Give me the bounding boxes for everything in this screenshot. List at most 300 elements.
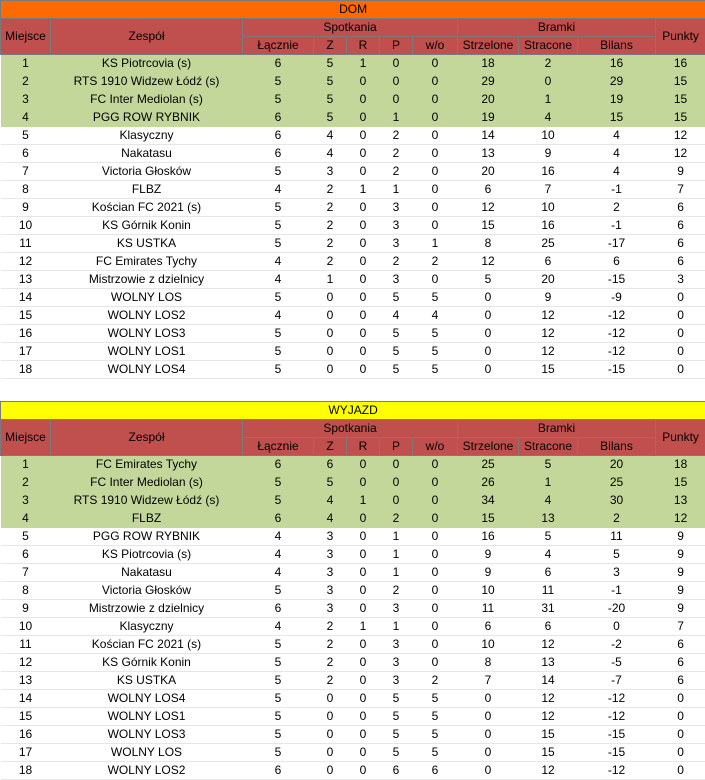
cell-goal-diff: 29 xyxy=(578,73,656,91)
cell-games: 5 xyxy=(243,289,314,307)
cell-goals-against: 10 xyxy=(519,127,578,145)
cell-points: 6 xyxy=(656,199,705,217)
cell-goals-against: 20 xyxy=(519,271,578,289)
cell-wins: 5 xyxy=(314,55,347,73)
cell-points: 9 xyxy=(656,163,705,181)
col-header-wo: w/o xyxy=(413,438,458,456)
cell-wins: 3 xyxy=(314,163,347,181)
cell-goals-against: 15 xyxy=(519,744,578,762)
cell-wins: 2 xyxy=(314,654,347,672)
cell-position: 17 xyxy=(1,343,51,361)
cell-wins: 0 xyxy=(314,325,347,343)
cell-goals-against: 15 xyxy=(519,726,578,744)
cell-draws: 0 xyxy=(347,235,380,253)
cell-goal-diff: -1 xyxy=(578,217,656,235)
cell-draws: 1 xyxy=(347,181,380,199)
cell-points: 0 xyxy=(656,307,705,325)
cell-goal-diff: 3 xyxy=(578,564,656,582)
col-header-r: R xyxy=(347,37,380,55)
cell-losses: 2 xyxy=(380,145,413,163)
cell-goal-diff: 19 xyxy=(578,91,656,109)
col-header-p: P xyxy=(380,37,413,55)
cell-goal-diff: 5 xyxy=(578,546,656,564)
cell-position: 3 xyxy=(1,492,51,510)
cell-team: KS USTKA xyxy=(51,672,243,690)
cell-games: 5 xyxy=(243,654,314,672)
cell-wins: 3 xyxy=(314,528,347,546)
cell-draws: 1 xyxy=(347,492,380,510)
cell-goal-diff: -12 xyxy=(578,690,656,708)
cell-goals-for: 20 xyxy=(458,163,519,181)
cell-goals-against: 13 xyxy=(519,510,578,528)
cell-draws: 0 xyxy=(347,672,380,690)
cell-goal-diff: -15 xyxy=(578,726,656,744)
cell-games: 6 xyxy=(243,762,314,780)
cell-team: WOLNY LOS1 xyxy=(51,343,243,361)
cell-draws: 0 xyxy=(347,654,380,672)
cell-points: 16 xyxy=(656,55,705,73)
cell-wins: 5 xyxy=(314,474,347,492)
cell-position: 13 xyxy=(1,672,51,690)
table-row xyxy=(1,546,705,564)
cell-walkovers: 0 xyxy=(413,510,458,528)
cell-goal-diff: 11 xyxy=(578,528,656,546)
cell-goals-for: 16 xyxy=(458,528,519,546)
cell-draws: 0 xyxy=(347,510,380,528)
cell-draws: 0 xyxy=(347,145,380,163)
cell-position: 12 xyxy=(1,654,51,672)
table-row xyxy=(1,253,705,271)
cell-position: 15 xyxy=(1,708,51,726)
cell-goals-for: 15 xyxy=(458,217,519,235)
cell-losses: 1 xyxy=(380,618,413,636)
cell-goals-against: 6 xyxy=(519,564,578,582)
cell-goal-diff: 16 xyxy=(578,55,656,73)
cell-goals-for: 0 xyxy=(458,726,519,744)
col-header-stracone: Stracone xyxy=(519,37,578,55)
cell-walkovers: 5 xyxy=(413,361,458,379)
cell-goal-diff: -7 xyxy=(578,672,656,690)
cell-wins: 5 xyxy=(314,73,347,91)
cell-losses: 6 xyxy=(380,762,413,780)
cell-goals-for: 26 xyxy=(458,474,519,492)
table-row xyxy=(1,199,705,217)
cell-position: 14 xyxy=(1,289,51,307)
cell-wins: 4 xyxy=(314,510,347,528)
table-row xyxy=(1,181,705,199)
cell-position: 8 xyxy=(1,181,51,199)
cell-team: Kościan FC 2021 (s) xyxy=(51,636,243,654)
cell-points: 7 xyxy=(656,181,705,199)
cell-position: 3 xyxy=(1,91,51,109)
table-row xyxy=(1,582,705,600)
cell-position: 7 xyxy=(1,163,51,181)
cell-position: 16 xyxy=(1,325,51,343)
table-row xyxy=(1,726,705,744)
dom-banner-title: DOM xyxy=(1,1,705,19)
cell-goals-for: 20 xyxy=(458,91,519,109)
cell-team: Victoria Głosków xyxy=(51,582,243,600)
table-row xyxy=(1,510,705,528)
cell-goals-against: 12 xyxy=(519,325,578,343)
cell-goals-against: 5 xyxy=(519,528,578,546)
cell-team: KS USTKA xyxy=(51,235,243,253)
cell-team: KS Piotrcovia (s) xyxy=(51,546,243,564)
cell-walkovers: 2 xyxy=(413,253,458,271)
col-header-bilans: Bilans xyxy=(578,438,656,456)
cell-goals-for: 10 xyxy=(458,636,519,654)
cell-games: 6 xyxy=(243,145,314,163)
cell-games: 6 xyxy=(243,510,314,528)
cell-games: 5 xyxy=(243,217,314,235)
cell-draws: 0 xyxy=(347,109,380,127)
cell-team: Mistrzowie z dzielnicy xyxy=(51,271,243,289)
cell-games: 4 xyxy=(243,307,314,325)
table-row xyxy=(1,325,705,343)
cell-goal-diff: 20 xyxy=(578,456,656,474)
cell-points: 0 xyxy=(656,343,705,361)
cell-wins: 2 xyxy=(314,253,347,271)
cell-wins: 0 xyxy=(314,726,347,744)
col-header-strzelone: Strzelone xyxy=(458,37,519,55)
col-header-zespol: Zespół xyxy=(51,19,243,55)
table-row xyxy=(1,762,705,780)
cell-losses: 0 xyxy=(380,474,413,492)
dom-header-row-1 xyxy=(1,19,705,37)
cell-games: 4 xyxy=(243,271,314,289)
cell-wins: 3 xyxy=(314,546,347,564)
cell-goals-for: 5 xyxy=(458,271,519,289)
cell-games: 6 xyxy=(243,600,314,618)
cell-team: WOLNY LOS4 xyxy=(51,690,243,708)
cell-points: 6 xyxy=(656,253,705,271)
cell-goals-for: 9 xyxy=(458,546,519,564)
cell-goal-diff: -17 xyxy=(578,235,656,253)
cell-games: 6 xyxy=(243,456,314,474)
cell-goals-against: 25 xyxy=(519,235,578,253)
cell-walkovers: 0 xyxy=(413,582,458,600)
cell-goals-for: 29 xyxy=(458,73,519,91)
table-row xyxy=(1,618,705,636)
cell-losses: 2 xyxy=(380,510,413,528)
table-row xyxy=(1,343,705,361)
cell-losses: 3 xyxy=(380,235,413,253)
cell-walkovers: 5 xyxy=(413,343,458,361)
cell-goals-against: 14 xyxy=(519,672,578,690)
cell-losses: 5 xyxy=(380,343,413,361)
cell-goal-diff: -15 xyxy=(578,271,656,289)
cell-position: 4 xyxy=(1,109,51,127)
cell-goals-for: 15 xyxy=(458,510,519,528)
cell-goals-for: 0 xyxy=(458,762,519,780)
cell-walkovers: 5 xyxy=(413,325,458,343)
table-row xyxy=(1,217,705,235)
cell-walkovers: 5 xyxy=(413,744,458,762)
cell-goals-against: 16 xyxy=(519,163,578,181)
cell-walkovers: 0 xyxy=(413,618,458,636)
cell-goals-for: 0 xyxy=(458,744,519,762)
cell-losses: 1 xyxy=(380,109,413,127)
cell-goal-diff: 30 xyxy=(578,492,656,510)
cell-losses: 3 xyxy=(380,654,413,672)
cell-walkovers: 0 xyxy=(413,474,458,492)
cell-goals-against: 7 xyxy=(519,181,578,199)
col-header-p: P xyxy=(380,438,413,456)
cell-goal-diff: -1 xyxy=(578,582,656,600)
col-header-z: Z xyxy=(314,37,347,55)
cell-walkovers: 0 xyxy=(413,127,458,145)
table-row xyxy=(1,361,705,379)
cell-wins: 2 xyxy=(314,181,347,199)
cell-points: 6 xyxy=(656,217,705,235)
cell-losses: 5 xyxy=(380,726,413,744)
cell-position: 6 xyxy=(1,145,51,163)
cell-wins: 0 xyxy=(314,289,347,307)
cell-draws: 0 xyxy=(347,163,380,181)
cell-games: 5 xyxy=(243,343,314,361)
cell-team: WOLNY LOS1 xyxy=(51,708,243,726)
cell-walkovers: 0 xyxy=(413,528,458,546)
cell-losses: 0 xyxy=(380,73,413,91)
cell-games: 6 xyxy=(243,127,314,145)
cell-points: 6 xyxy=(656,654,705,672)
cell-losses: 5 xyxy=(380,708,413,726)
cell-points: 3 xyxy=(656,271,705,289)
cell-games: 4 xyxy=(243,618,314,636)
cell-draws: 0 xyxy=(347,73,380,91)
wyjazd-table-body xyxy=(1,402,705,780)
cell-losses: 2 xyxy=(380,127,413,145)
cell-position: 2 xyxy=(1,73,51,91)
cell-goal-diff: -12 xyxy=(578,325,656,343)
cell-team: WOLNY LOS3 xyxy=(51,325,243,343)
cell-position: 17 xyxy=(1,744,51,762)
cell-position: 13 xyxy=(1,271,51,289)
section-gap xyxy=(0,379,705,401)
cell-team: WOLNY LOS4 xyxy=(51,361,243,379)
cell-points: 15 xyxy=(656,474,705,492)
table-row xyxy=(1,492,705,510)
cell-walkovers: 0 xyxy=(413,564,458,582)
cell-position: 9 xyxy=(1,199,51,217)
cell-position: 4 xyxy=(1,510,51,528)
cell-goal-diff: -12 xyxy=(578,307,656,325)
cell-draws: 0 xyxy=(347,636,380,654)
cell-draws: 0 xyxy=(347,361,380,379)
cell-goals-against: 9 xyxy=(519,289,578,307)
cell-draws: 1 xyxy=(347,618,380,636)
cell-goals-for: 34 xyxy=(458,492,519,510)
cell-wins: 0 xyxy=(314,343,347,361)
table-row xyxy=(1,708,705,726)
wyjazd-banner-title: WYJAZD xyxy=(1,402,705,420)
cell-draws: 0 xyxy=(347,199,380,217)
cell-losses: 3 xyxy=(380,271,413,289)
cell-goal-diff: 2 xyxy=(578,199,656,217)
cell-goals-against: 1 xyxy=(519,91,578,109)
cell-goals-against: 11 xyxy=(519,582,578,600)
cell-team: WOLNY LOS2 xyxy=(51,307,243,325)
cell-losses: 4 xyxy=(380,307,413,325)
cell-position: 1 xyxy=(1,55,51,73)
cell-walkovers: 0 xyxy=(413,546,458,564)
cell-losses: 0 xyxy=(380,456,413,474)
cell-games: 5 xyxy=(243,235,314,253)
cell-losses: 1 xyxy=(380,564,413,582)
cell-losses: 3 xyxy=(380,600,413,618)
cell-goals-against: 12 xyxy=(519,762,578,780)
cell-losses: 5 xyxy=(380,690,413,708)
cell-walkovers: 5 xyxy=(413,289,458,307)
cell-points: 15 xyxy=(656,73,705,91)
cell-losses: 0 xyxy=(380,55,413,73)
cell-walkovers: 0 xyxy=(413,163,458,181)
cell-goals-for: 8 xyxy=(458,235,519,253)
cell-wins: 6 xyxy=(314,456,347,474)
cell-wins: 3 xyxy=(314,600,347,618)
cell-goals-against: 2 xyxy=(519,55,578,73)
table-row xyxy=(1,271,705,289)
cell-position: 12 xyxy=(1,253,51,271)
cell-team: PGG ROW RYBNIK xyxy=(51,109,243,127)
cell-goal-diff: 2 xyxy=(578,510,656,528)
cell-points: 0 xyxy=(656,708,705,726)
cell-wins: 0 xyxy=(314,762,347,780)
cell-team: WOLNY LOS xyxy=(51,744,243,762)
col-header-punkty: Punkty xyxy=(656,19,705,55)
cell-draws: 0 xyxy=(347,726,380,744)
cell-games: 5 xyxy=(243,361,314,379)
cell-points: 12 xyxy=(656,145,705,163)
cell-points: 12 xyxy=(656,510,705,528)
cell-wins: 1 xyxy=(314,271,347,289)
cell-games: 4 xyxy=(243,181,314,199)
cell-team: Nakatasu xyxy=(51,145,243,163)
cell-goals-for: 0 xyxy=(458,325,519,343)
table-row xyxy=(1,528,705,546)
wyjazd-banner-row xyxy=(1,402,705,420)
cell-walkovers: 0 xyxy=(413,636,458,654)
cell-games: 5 xyxy=(243,690,314,708)
table-row xyxy=(1,163,705,181)
cell-goals-for: 12 xyxy=(458,199,519,217)
cell-goal-diff: -1 xyxy=(578,181,656,199)
cell-points: 9 xyxy=(656,528,705,546)
cell-losses: 1 xyxy=(380,181,413,199)
cell-draws: 0 xyxy=(347,546,380,564)
cell-position: 11 xyxy=(1,636,51,654)
cell-goal-diff: -12 xyxy=(578,708,656,726)
cell-goals-against: 4 xyxy=(519,109,578,127)
cell-draws: 0 xyxy=(347,762,380,780)
cell-goals-for: 0 xyxy=(458,343,519,361)
cell-goal-diff: 4 xyxy=(578,163,656,181)
cell-walkovers: 1 xyxy=(413,235,458,253)
table-row xyxy=(1,91,705,109)
cell-losses: 3 xyxy=(380,672,413,690)
cell-position: 7 xyxy=(1,564,51,582)
cell-position: 11 xyxy=(1,235,51,253)
cell-goals-for: 19 xyxy=(458,109,519,127)
cell-goals-against: 5 xyxy=(519,456,578,474)
cell-goals-for: 0 xyxy=(458,708,519,726)
cell-walkovers: 0 xyxy=(413,654,458,672)
cell-draws: 0 xyxy=(347,253,380,271)
dom-table-body xyxy=(1,1,705,379)
cell-games: 5 xyxy=(243,91,314,109)
cell-team: RTS 1910 Widzew Łódź (s) xyxy=(51,73,243,91)
cell-team: Klasyczny xyxy=(51,618,243,636)
cell-losses: 0 xyxy=(380,91,413,109)
table-row xyxy=(1,55,705,73)
cell-goals-against: 31 xyxy=(519,600,578,618)
cell-team: FC Emirates Tychy xyxy=(51,456,243,474)
cell-team: FLBZ xyxy=(51,510,243,528)
cell-walkovers: 0 xyxy=(413,91,458,109)
cell-position: 6 xyxy=(1,546,51,564)
cell-games: 5 xyxy=(243,199,314,217)
cell-walkovers: 5 xyxy=(413,690,458,708)
cell-points: 0 xyxy=(656,690,705,708)
col-header-miejsce: Miejsce xyxy=(1,420,51,456)
cell-goals-against: 16 xyxy=(519,217,578,235)
col-header-miejsce: Miejsce xyxy=(1,19,51,55)
cell-losses: 5 xyxy=(380,744,413,762)
cell-team: Mistrzowie z dzielnicy xyxy=(51,600,243,618)
cell-wins: 0 xyxy=(314,361,347,379)
cell-team: WOLNY LOS3 xyxy=(51,726,243,744)
cell-position: 8 xyxy=(1,582,51,600)
cell-losses: 1 xyxy=(380,528,413,546)
cell-team: Victoria Głosków xyxy=(51,163,243,181)
cell-goals-against: 12 xyxy=(519,343,578,361)
cell-points: 18 xyxy=(656,456,705,474)
cell-walkovers: 6 xyxy=(413,762,458,780)
cell-walkovers: 0 xyxy=(413,492,458,510)
cell-losses: 3 xyxy=(380,199,413,217)
cell-goals-for: 8 xyxy=(458,654,519,672)
cell-team: FLBZ xyxy=(51,181,243,199)
cell-draws: 0 xyxy=(347,600,380,618)
cell-goal-diff: -5 xyxy=(578,654,656,672)
cell-points: 0 xyxy=(656,325,705,343)
cell-goal-diff: -15 xyxy=(578,744,656,762)
col-header-punkty: Punkty xyxy=(656,420,705,456)
col-group-bramki: Bramki xyxy=(458,19,656,37)
cell-losses: 5 xyxy=(380,289,413,307)
cell-goals-for: 6 xyxy=(458,618,519,636)
cell-position: 5 xyxy=(1,528,51,546)
cell-points: 12 xyxy=(656,127,705,145)
cell-draws: 0 xyxy=(347,91,380,109)
standings-table-dom xyxy=(0,0,705,379)
cell-draws: 0 xyxy=(347,343,380,361)
col-header-strzelone: Strzelone xyxy=(458,438,519,456)
cell-wins: 3 xyxy=(314,582,347,600)
cell-points: 7 xyxy=(656,618,705,636)
cell-draws: 0 xyxy=(347,582,380,600)
cell-goals-for: 0 xyxy=(458,361,519,379)
cell-goals-against: 12 xyxy=(519,307,578,325)
cell-goals-against: 13 xyxy=(519,654,578,672)
cell-draws: 0 xyxy=(347,325,380,343)
table-row xyxy=(1,474,705,492)
cell-goals-against: 15 xyxy=(519,361,578,379)
cell-draws: 0 xyxy=(347,271,380,289)
cell-walkovers: 2 xyxy=(413,672,458,690)
cell-goals-against: 9 xyxy=(519,145,578,163)
table-row xyxy=(1,600,705,618)
